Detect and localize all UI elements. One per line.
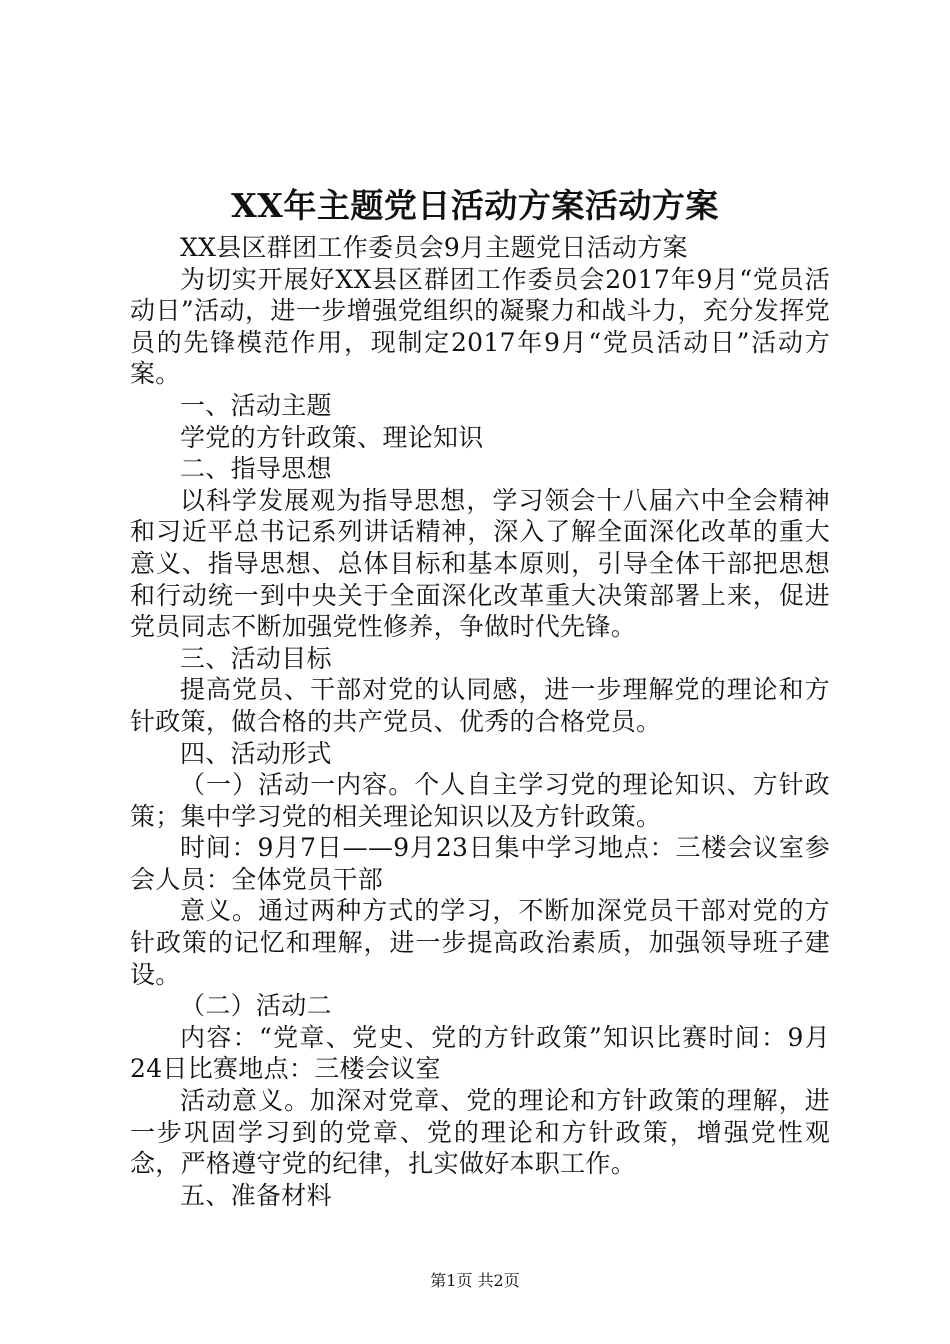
paragraph-activity-one: （一）活动一内容。个人自主学习党的理论知识、方针政策；集中学习党的相关理论知识以及方针政策。 (130, 770, 830, 831)
section-heading-theme: 一、活动主题 (180, 390, 332, 420)
document-body (130, 232, 830, 1211)
paragraph-theme: 学党的方针政策、理论知识 (180, 422, 484, 452)
paragraph-activity-two-content: 内容：“党章、党史、党的方针政策”知识比赛时间：9月24日比赛地点：三楼会议室 (130, 1022, 830, 1084)
paragraph-activity-two-meaning: 活动意义。加深对党章、党的理论和方针政策的理解，进一步巩固学习到的党章、党的理论和方针政策，增强党性观念，严格遵守党的纪律，扎实做好本职工作。 (130, 1086, 830, 1179)
paragraph-activity-one-time: 时间：9月7日——9月23日集中学习地点：三楼会议室参会人员：全体党员干部 (130, 833, 830, 894)
paragraph-guiding-thought: 以科学发展观为指导思想，学习领会十八届六中全会精神和习近平总书记系列讲话精神，深入了解全面深化改革的重大意义、指导思想、总体目标和基本原则，引导全体干部把思想和行动统一到中央关于全面深化改革重大决策部署上来，促进党员同志不断加强党性修养，争做时代先锋。 (130, 485, 830, 642)
section-heading-form: 四、活动形式 (180, 738, 332, 768)
section-heading-guiding-thought: 二、指导思想 (180, 454, 332, 484)
paragraph-intro: 为切实开展好XX县区群团工作委员会2017年9月“党员活动日”活动，进一步增强党组织的凝聚力和战斗力，充分发挥党员的先锋模范作用，现制定2017年9月“党员活动日”活动方案。 (130, 264, 830, 389)
page-footer: 第1页 共2页 (430, 1271, 520, 1290)
document-title: XX年主题党日活动方案活动方案 (231, 186, 719, 225)
section-heading-materials: 五、准备材料 (180, 1180, 332, 1210)
paragraph-activity-one-meaning: 意义。通过两种方式的学习，不断加深党员干部对党的方针政策的记忆和理解，进一步提高政治素质，加强领导班子建设。 (130, 896, 830, 989)
paragraph-subtitle: XX县区群团工作委员会9月主题党日活动方案 (180, 233, 688, 262)
paragraph-activity-two-heading: （二）活动二 (180, 991, 332, 1021)
paragraph-goal: 提高党员、干部对党的认同感，进一步理解党的理论和方针政策，做合格的共产党员、优秀的合格党员。 (130, 675, 830, 736)
section-heading-goal: 三、活动目标 (180, 643, 332, 673)
